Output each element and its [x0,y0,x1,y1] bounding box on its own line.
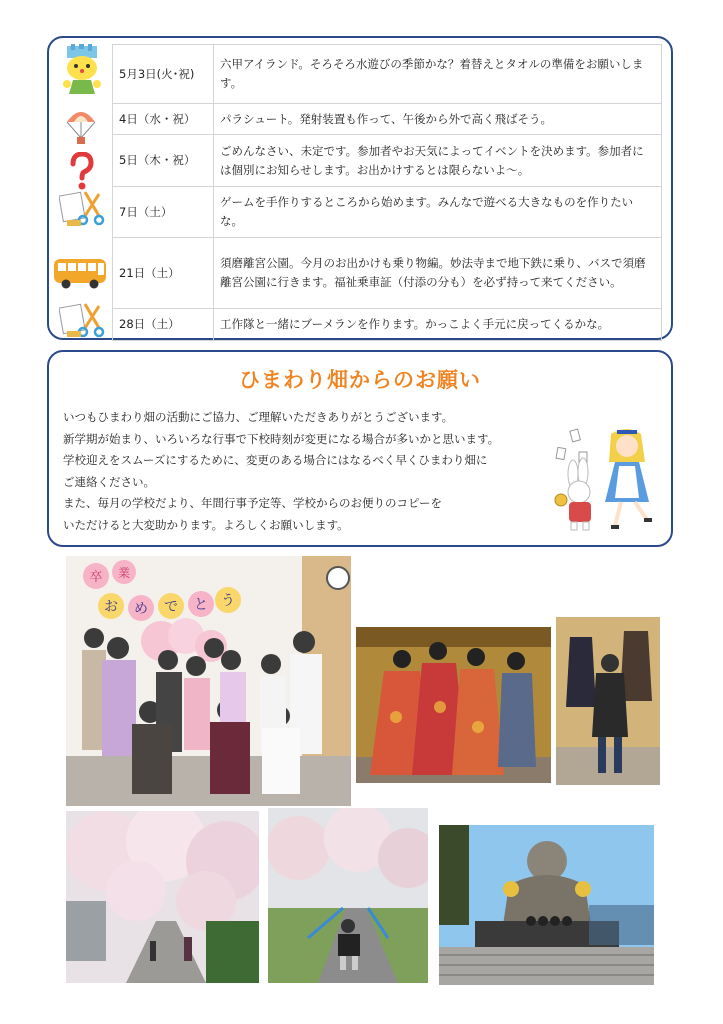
request-line: 学校迎えをスムーズにするために、変更のある場合にはなるべく早くひまわり畑に [63,453,488,467]
schedule-text: 須磨離宮公園。今月のお出かけも乗り物編。妙法寺まで地下鉄に乗り、バスで須磨離宮公園に行きます。福祉乗車証（付添の分も）を必ず持って来てください。 [214,238,662,309]
request-box [47,350,673,547]
schedule-row [113,104,662,135]
banner-char: で [164,599,178,615]
schedule-date: 4日（水・祝） [113,104,214,135]
great-buddha-photo [439,825,654,985]
mascot-icon [59,44,105,96]
schedule-date: 21日（土） [113,238,214,309]
banner-char: う [221,593,235,609]
request-line: いただけると大変助かります。よろしくお願いします。 [63,517,349,532]
schedule-text: 六甲アイランド。そろそろ水遊びの季節かな？着替えとタオルの準備をお願いします。 [214,45,662,104]
question-mark-icon [69,152,95,192]
schedule-row [113,187,662,238]
schedule-icon-column [49,38,111,338]
banner-char: と [194,597,208,613]
kimono-photo [356,627,551,783]
schedule-text: ゲームを手作りするところから始めます。みんなで遊べる大きなものを作りたいな。 [214,187,662,238]
request-title: ひまわり畑からのお願い [239,368,481,392]
banner-char: め [134,601,148,617]
schedule-row [113,238,662,309]
schedule-text: ごめんなさい、未定です。参加者やお天気によってイベントを決めます。参加者には個別にお知らせします。お出かけするとは限らないよ～。 [214,135,662,187]
bus-icon [53,256,107,290]
craft-scissors-icon [59,300,105,338]
cherry-blossom-street-photo [66,811,259,983]
schedule-row [113,45,662,104]
schedule-date: 5日（木・祝） [113,135,214,187]
banner-char: お [104,599,118,615]
schedule-box [47,36,673,340]
alice-rabbit-illustration [549,422,661,537]
schedule-table [112,44,662,341]
request-body [63,407,499,536]
schedule-date: 28日（土） [113,309,214,341]
craft-scissors-icon [59,188,105,228]
parachute-icon [65,108,97,146]
schedule-row [113,135,662,187]
schedule-date: 7日（土） [113,187,214,238]
park-steps-photo [268,808,428,983]
schedule-text: パラシュート。発射装置も作って、午後から外で高く飛ばそう。 [214,104,662,135]
banner-char: 業 [117,566,131,580]
schedule-row [113,309,662,341]
request-line: ご連絡ください。 [63,474,155,489]
schedule-date: 5月3日(火･祝) [113,45,214,104]
request-line: 新学期が始まり、いろいろな行事で下校時刻が変更になる場合が多いかと思います。 [63,431,500,446]
schedule-text: 工作隊と一緒にブーメランを作ります。かっこよく手元に戻ってくるかな。 [214,309,662,341]
samurai-armor-photo [556,617,660,785]
graduation-group-photo [66,556,351,806]
banner-char: 卒 [89,570,103,585]
request-line: いつもひまわり畑の活動にご協力、ご理解いただきありがとうございます。 [63,410,454,424]
request-line: また、毎月の学校だより、年間行事予定等、学校からのお便りのコピーを [63,496,443,510]
